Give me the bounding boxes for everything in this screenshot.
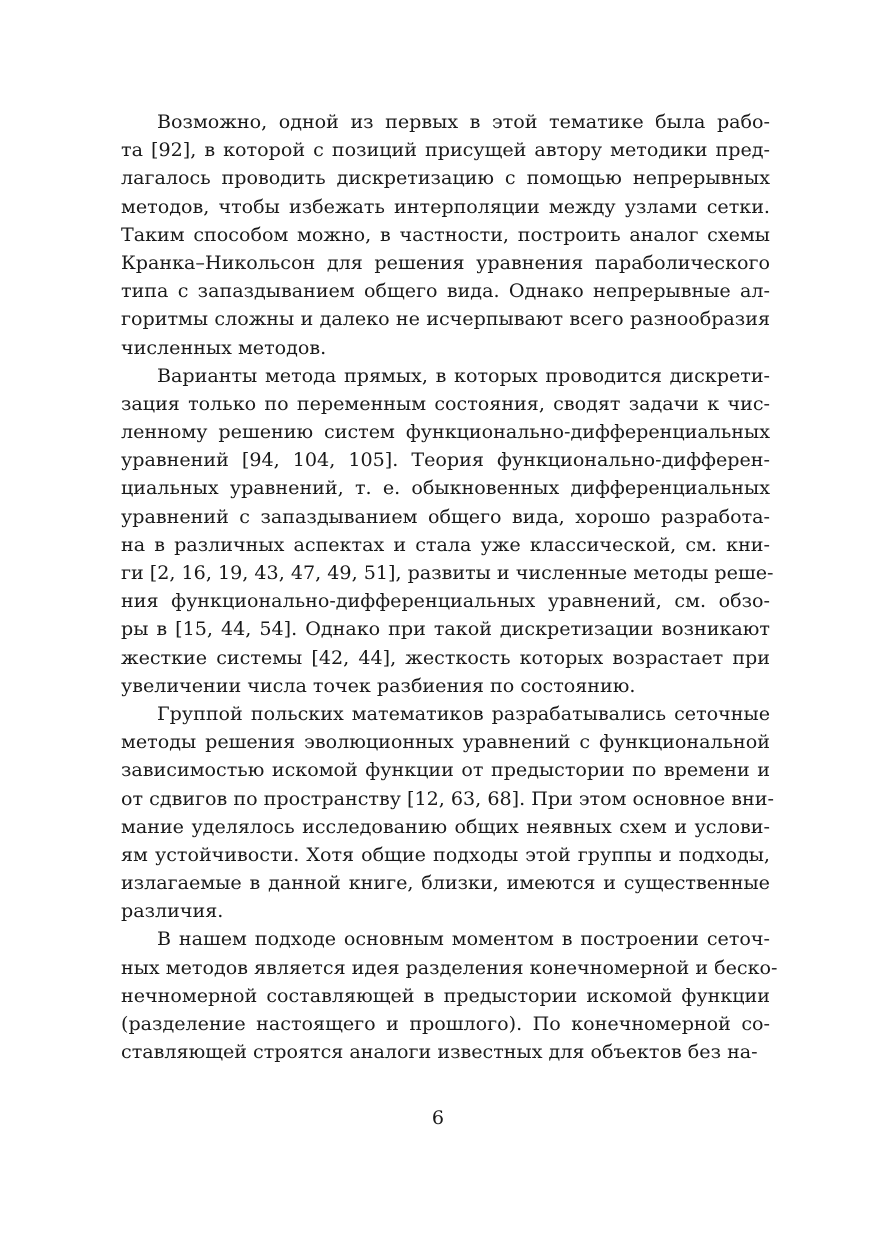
text-line: излагаемые в данной книге, близки, имеются и существенные — [121, 871, 770, 895]
text-line: Варианты метода прямых, в которых проводится дискрети- — [157, 363, 770, 387]
text-line: зависимостью искомой функции от предыстории по времени и — [121, 758, 770, 782]
text-line: различия. — [121, 899, 224, 923]
paragraph — [121, 362, 774, 700]
text-line: та [92], в которой с позиций присущей автору методики пред- — [121, 138, 770, 162]
text-line: жесткие системы [42, 44], жесткость которых возрастает при — [121, 645, 770, 669]
paragraph — [121, 925, 778, 1066]
text-line: мание уделялось исследованию общих неявных схем и услови- — [121, 814, 770, 838]
text-line: ям устойчивости. Хотя общие подходы этой группы и подходы, — [121, 842, 770, 866]
text-line: методы решения эволюционных уравнений с функциональной — [121, 730, 770, 754]
text-line: ния функционально-дифференциальных уравнений, см. обзо- — [121, 589, 770, 613]
text-line: уравнений [94, 104, 105]. Теория функционально-дифферен- — [121, 448, 770, 472]
paragraph — [121, 700, 774, 926]
text-line: уравнений с запаздыванием общего вида, хорошо разработа- — [121, 504, 770, 528]
text-line: В нашем подходе основным моментом в построении сеточ- — [157, 927, 770, 951]
text-line: лагалось проводить дискретизацию с помощью непрерывных — [121, 166, 770, 190]
text-line: типа с запаздыванием общего вида. Однако непрерывные ал- — [121, 279, 770, 303]
text-line: зация только по переменным состояния, сводят задачи к чис- — [121, 391, 770, 415]
text-line: от сдвигов по пространству [12, 63, 68]. При этом основное вни- — [121, 786, 774, 810]
text-body — [121, 108, 778, 1066]
text-line: увеличении числа точек разбиения по состоянию. — [121, 673, 636, 697]
paragraph — [121, 108, 770, 362]
text-line: ленному решению систем функционально-дифференциальных — [121, 420, 770, 444]
text-line: методов, чтобы избежать интерполяции между узлами сетки. — [121, 194, 770, 218]
text-line: (разделение настоящего и прошлого). По конечномерной со- — [121, 1012, 770, 1035]
text-line: Возможно, одной из первых в этой тематике была рабо- — [157, 110, 770, 133]
text-line: ных методов является идея разделения конечномерной и беско- — [121, 955, 778, 979]
text-line: циальных уравнений, т. е. обыкновенных дифференциальных — [121, 476, 770, 500]
text-line: ставляющей строятся аналоги известных для объектов без на- — [121, 1040, 758, 1064]
text-line: на в различных аспектах и стала уже классической, см. кни- — [121, 532, 770, 556]
text-line: горитмы сложны и далеко не исчерпывают всего разнообразия — [121, 307, 770, 331]
text-line: Группой польских математиков разрабатывались сеточные — [157, 701, 770, 725]
text-line: ры в [15, 44, 54]. Однако при такой дискретизации возникают — [121, 617, 770, 641]
text-line: нечномерной составляющей в предыстории искомой функции — [121, 983, 770, 1007]
text-line: ги [2, 16, 19, 43, 47, 49, 51], развиты и численные методы реше- — [121, 561, 774, 584]
text-line: Таким способом можно, в частности, построить аналог схемы — [121, 222, 770, 246]
text-line: Кранка–Никольсон для решения уравнения параболического — [121, 250, 770, 274]
page-number: 6 — [431, 1106, 445, 1129]
text-line: численных методов. — [121, 335, 327, 359]
